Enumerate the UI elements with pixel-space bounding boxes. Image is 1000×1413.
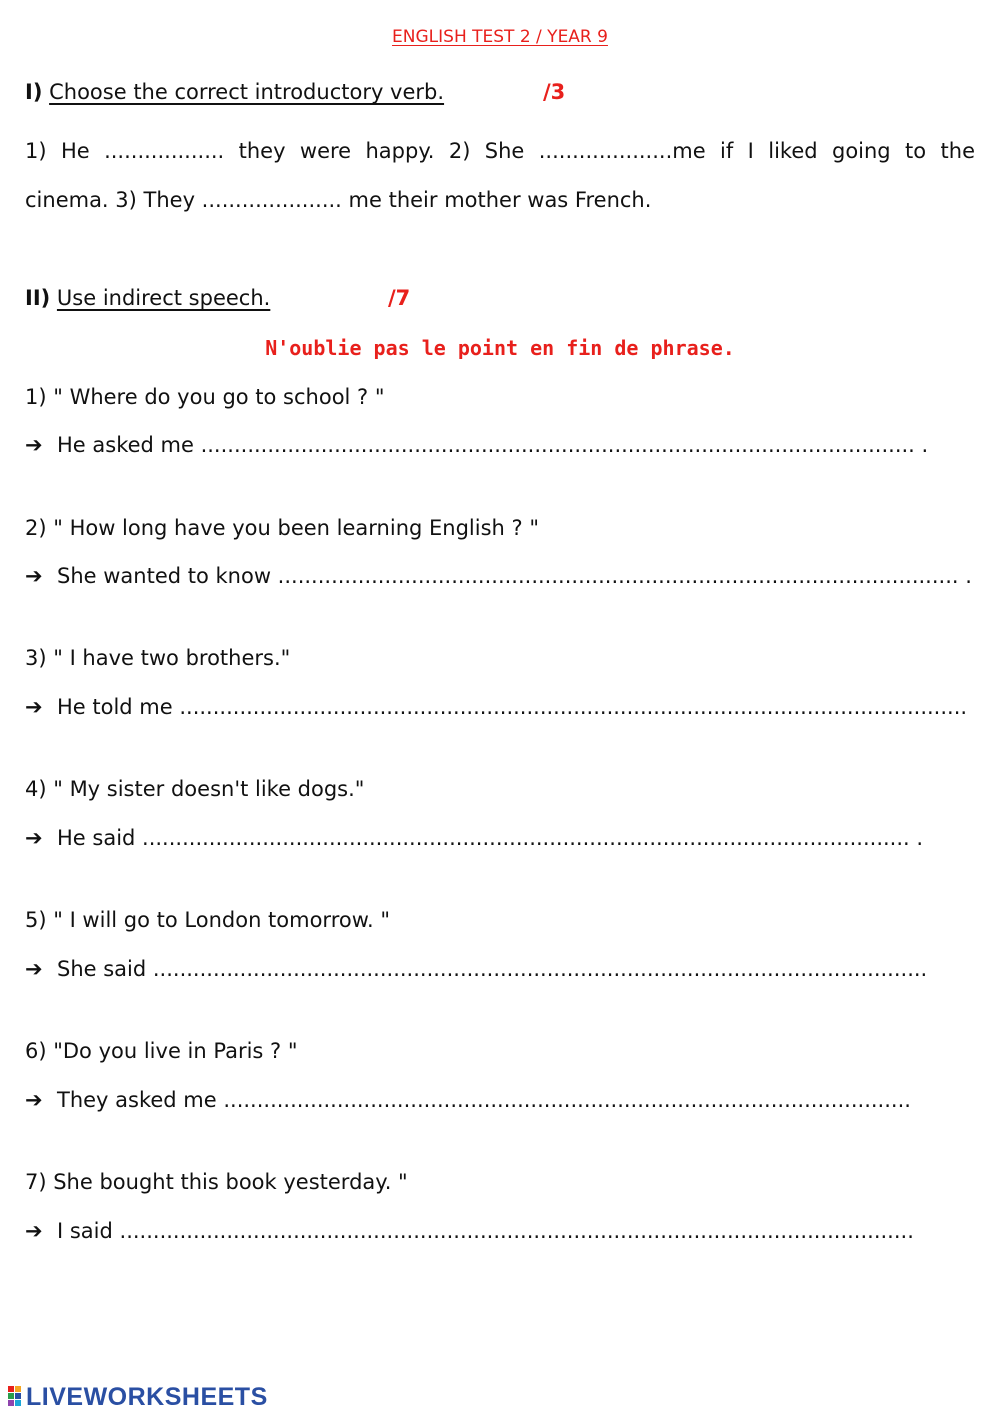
- answer-text: She said ....................................................................................................................: [57, 957, 928, 981]
- worksheet-title: ENGLISH TEST 2 / YEAR 9: [392, 27, 608, 47]
- question-5-prompt: 5) " I will go to London tomorrow. ": [25, 908, 390, 932]
- answer-text: She wanted to know ...................................................................................................... .: [57, 564, 972, 588]
- section-1-line-1: 1) He .................. they were happy. 2) She ....................me if I liked going to the: [25, 139, 975, 163]
- question-1-prompt: 1) " Where do you go to school ? ": [25, 385, 385, 409]
- arrow-right-icon: ➔: [25, 1219, 43, 1243]
- question-3-prompt: 3) " I have two brothers.": [25, 646, 291, 670]
- arrow-right-icon: ➔: [25, 433, 43, 457]
- arrow-right-icon: ➔: [25, 957, 43, 981]
- section-2-instruction: Use indirect speech.: [56, 286, 271, 310]
- section-2-number: II): [25, 286, 51, 310]
- section-2-score: /7: [388, 286, 411, 310]
- arrow-right-icon: ➔: [25, 564, 43, 588]
- answer-text: He said ................................................................................................................... .: [57, 826, 924, 850]
- question-2-answer-line[interactable]: [25, 564, 972, 588]
- section-1-number: I): [25, 80, 43, 104]
- section-2-note: N'oublie pas le point en fin de phrase.: [265, 336, 735, 360]
- section-1-instruction: Choose the correct introductory verb.: [49, 80, 445, 104]
- question-6-prompt: 6) "Do you live in Paris ? ": [25, 1039, 298, 1063]
- section-1-heading: [25, 80, 444, 104]
- liveworksheets-logo-icon: [8, 1386, 24, 1406]
- section-1-line-2: cinema. 3) They ..................... me their mother was French.: [25, 188, 652, 212]
- question-4-prompt: 4) " My sister doesn't like dogs.": [25, 777, 365, 801]
- question-7-answer-line[interactable]: [25, 1219, 914, 1243]
- arrow-right-icon: ➔: [25, 826, 43, 850]
- arrow-right-icon: ➔: [25, 695, 43, 719]
- question-4-answer-line[interactable]: [25, 826, 923, 850]
- question-1-answer-line[interactable]: [25, 433, 928, 457]
- answer-text: He asked me ........................................................................................................... .: [57, 433, 929, 457]
- question-6-answer-line[interactable]: [25, 1088, 911, 1112]
- liveworksheets-logo[interactable]: LIVEWORKSHEETS: [26, 1383, 268, 1411]
- question-7-prompt: 7) She bought this book yesterday. ": [25, 1170, 408, 1194]
- answer-text: I said .......................................................................................................................: [57, 1219, 914, 1243]
- question-3-answer-line[interactable]: [25, 695, 967, 719]
- section-1-score: /3: [543, 80, 566, 104]
- question-5-answer-line[interactable]: [25, 957, 927, 981]
- question-2-prompt: 2) " How long have you been learning English ? ": [25, 516, 539, 540]
- answer-text: He told me ......................................................................................................................: [57, 695, 968, 719]
- arrow-right-icon: ➔: [25, 1088, 43, 1112]
- answer-text: They asked me .......................................................................................................: [57, 1088, 911, 1112]
- section-2-heading: [25, 286, 270, 310]
